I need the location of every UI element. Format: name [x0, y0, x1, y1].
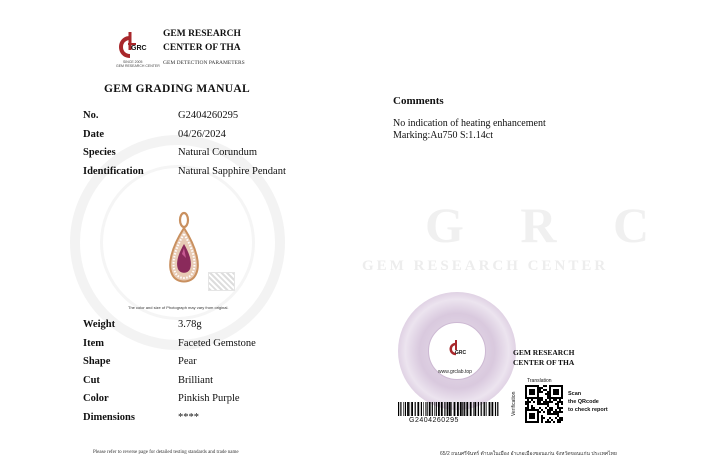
details-section [83, 110, 343, 184]
seal-website: www.grclab.top [438, 369, 472, 375]
property-label: Item [83, 337, 104, 349]
property-row [83, 338, 343, 357]
seal-logo-icon [446, 338, 470, 360]
property-label: Weight [83, 319, 116, 330]
logo-text: GRC [131, 45, 147, 52]
barcode-bars [398, 402, 500, 416]
detail-row [83, 166, 343, 185]
detail-value: 04/26/2024 [178, 128, 226, 140]
property-label: Cut [83, 374, 100, 386]
property-value: Faceted Gemstone [178, 337, 256, 349]
property-row [83, 356, 343, 375]
detail-label: Date [83, 128, 104, 140]
property-value: Pinkish Purple [178, 393, 240, 404]
property-row [83, 393, 343, 412]
seal-org-line2: CENTER OF THA [513, 358, 575, 367]
seal-logo [446, 338, 470, 360]
detail-row [83, 147, 343, 166]
scan-text-2: the QRcode [568, 399, 599, 405]
translation-label: Translation [527, 378, 552, 384]
qr-code-icon [525, 385, 563, 423]
qr-code[interactable] [525, 385, 563, 423]
property-row [83, 412, 343, 431]
seal-org-line1: GEM RESEARCH [513, 348, 575, 357]
watermark-grc: G R C [425, 197, 672, 253]
detail-value: G2404260295 [178, 110, 239, 121]
footer-left-note: Please refer to reverse page for detailed testing standards and trade name [93, 450, 239, 455]
footer-address: 65/2 ถนนศรีจันทร์ ตำบลในเมือง อำเภอเมืองขอนแก่น จังหวัดขอนแก่น ประเทศไทย [440, 451, 617, 457]
detail-row [83, 129, 343, 148]
detail-value: Natural Sapphire Pendant [178, 165, 286, 177]
properties-section [83, 319, 343, 430]
comments-line2: Marking:Au750 S:1.14ct [393, 130, 493, 141]
property-value: Pear [178, 356, 197, 367]
manual-title: GEM GRADING MANUAL [104, 83, 250, 95]
logo-small-1: SINCE 2005 [123, 60, 143, 64]
seal-logo-text: GRC [455, 350, 467, 356]
detail-label: No. [83, 110, 99, 121]
property-row [83, 375, 343, 394]
org-name-line1: GEM RESEARCH [163, 29, 241, 39]
photo-note: The color and size of Photograph may vary from original. [128, 305, 229, 310]
logo-small-2: GEM RESEARCH CENTER [116, 64, 160, 68]
pendant-photo [160, 210, 210, 296]
property-value: Brilliant [178, 374, 213, 386]
property-label: Shape [83, 356, 111, 367]
barcode [398, 402, 500, 416]
property-value: **** [178, 411, 199, 423]
photo-stamp [208, 272, 235, 291]
barcode-number: G2404260295 [409, 417, 459, 424]
detail-label: Species [83, 147, 116, 158]
org-name-line2: CENTER OF THA [163, 43, 241, 53]
scan-text-3: to check report [568, 407, 608, 413]
property-label: Color [83, 393, 109, 404]
comments-line1: No indication of heating enhancement [393, 118, 546, 129]
property-value: 3.78g [178, 319, 202, 330]
detail-value: Natural Corundum [178, 147, 258, 158]
verification-label: Verification [511, 391, 517, 416]
comments-title: Comments [393, 95, 444, 107]
header-subtitle: GEM DETECTION PARAMETERS [163, 60, 245, 66]
scan-text-1: Scan [568, 391, 582, 397]
property-label: Dimensions [83, 411, 135, 423]
property-row [83, 319, 343, 338]
pendant-image [160, 210, 210, 296]
detail-row [83, 110, 343, 129]
detail-label: Identification [83, 165, 144, 177]
watermark-subtitle: GEM RESEARCH CENTER [362, 258, 609, 274]
